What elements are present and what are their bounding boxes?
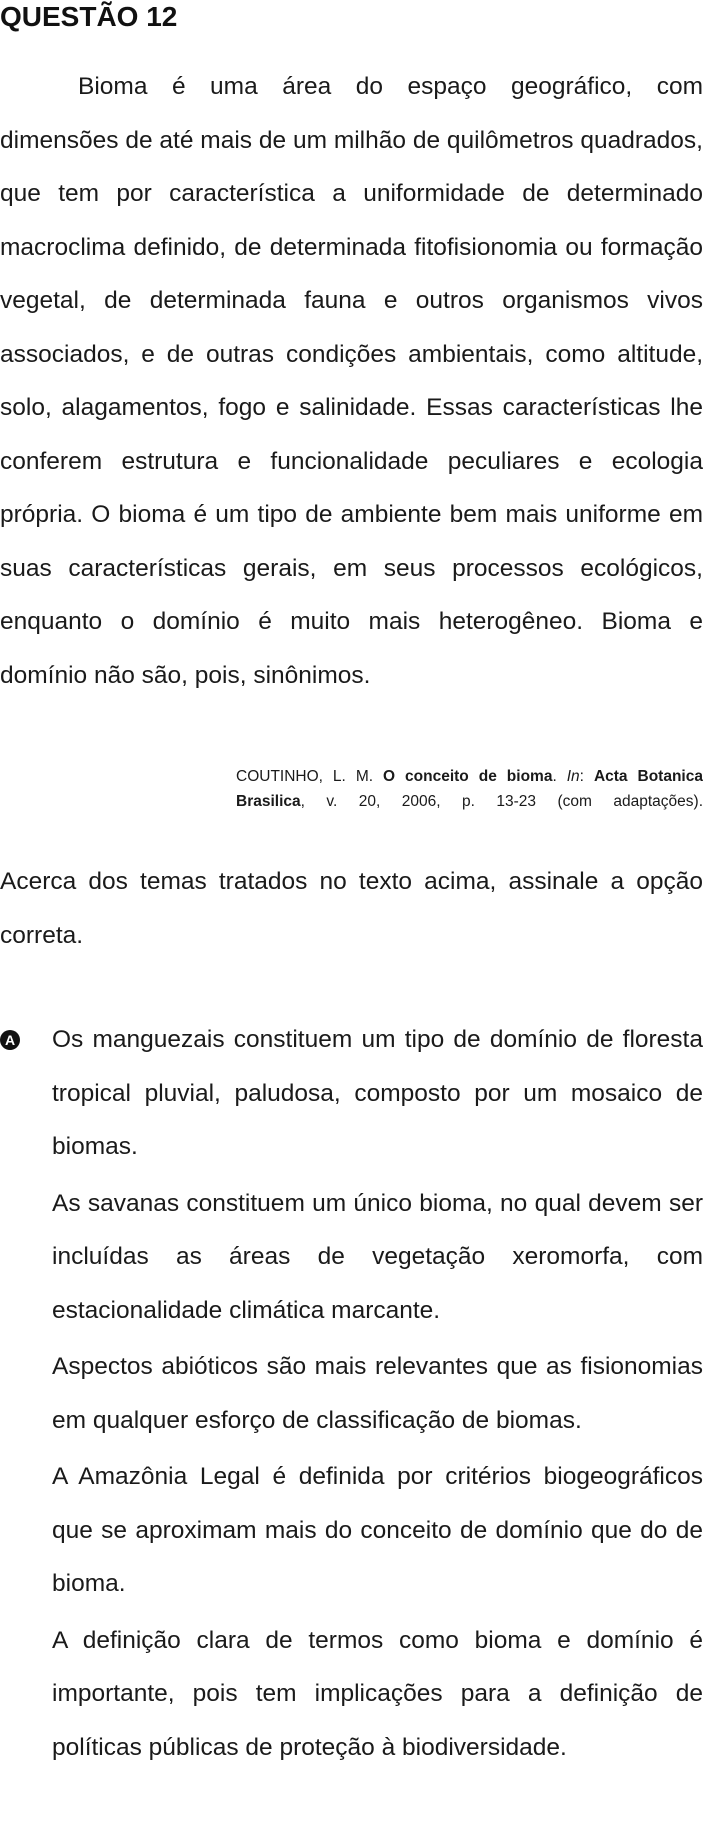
citation: COUTINHO, L. M. O conceito de bioma. In: Acta Botanica Brasilica, v. 20, 2006, p. 13-23 (com adaptações). — [236, 768, 703, 810]
passage-text: Bioma é uma área do espaço geográfico, com dimensões de até mais de um milhão de quilômetros quadrados, que tem por característica a uniformidade de determinado macroclima definido, de determinada fitofisionomia ou formação vegetal, de determinada fauna e outros organismos vivos associados, e de outras condições ambientais, como altitude, solo, alagamentos, fogo e salinidade. Essas características lhe conferem estrutura e funcionalidade peculiares e ecologia própria. O bioma é um tipo de ambiente bem mais uniforme em suas características gerais, em seus processos ecológicos, enquanto o domínio é muito mais heterogêneo. Bioma e domínio não são, pois, sinônimos. — [0, 73, 703, 689]
answer-options — [0, 1013, 703, 1777]
option-d[interactable] — [0, 1450, 703, 1611]
option-text: Os manguezais constituem um tipo de domínio de floresta tropical pluvial, paludosa, composto por um mosaico de biomas. — [52, 1026, 703, 1160]
citation-article: O conceito de bioma — [383, 768, 553, 785]
option-c[interactable] — [0, 1340, 703, 1447]
citation-details: , v. 20, 2006, p. 13-23 (com adaptações). — [300, 793, 703, 810]
option-text: Aspectos abióticos são mais relevantes que as fisionomias em qualquer esforço de classificação de biomas. — [52, 1353, 703, 1434]
citation-author: COUTINHO, L. M. — [236, 768, 374, 785]
option-text: A definição clara de termos como bioma e domínio é importante, pois tem implicações para a definição de políticas públicas de proteção à biodiversidade. — [52, 1626, 703, 1761]
option-e[interactable] — [0, 1614, 703, 1775]
question-title: QUESTÃO 12 — [0, 1, 178, 32]
option-text: As savanas constituem um único bioma, no qual devem ser incluídas as áreas de vegetação xeromorfa, com estacionalidade climática marcante. — [52, 1189, 703, 1324]
option-letter-badge: A — [0, 1030, 20, 1050]
citation-journal: Acta Botanica Brasilica — [236, 768, 703, 810]
citation-in-label: In — [566, 768, 580, 785]
option-a[interactable] — [0, 1013, 703, 1174]
instruction-text: Acerca dos temas tratados no texto acima, assinale a opção correta. — [0, 868, 703, 949]
option-b[interactable] — [0, 1177, 703, 1338]
option-text: A Amazônia Legal é definida por critérios biogeográficos que se aproximam mais do conceito de domínio que do de bioma. — [52, 1463, 703, 1597]
